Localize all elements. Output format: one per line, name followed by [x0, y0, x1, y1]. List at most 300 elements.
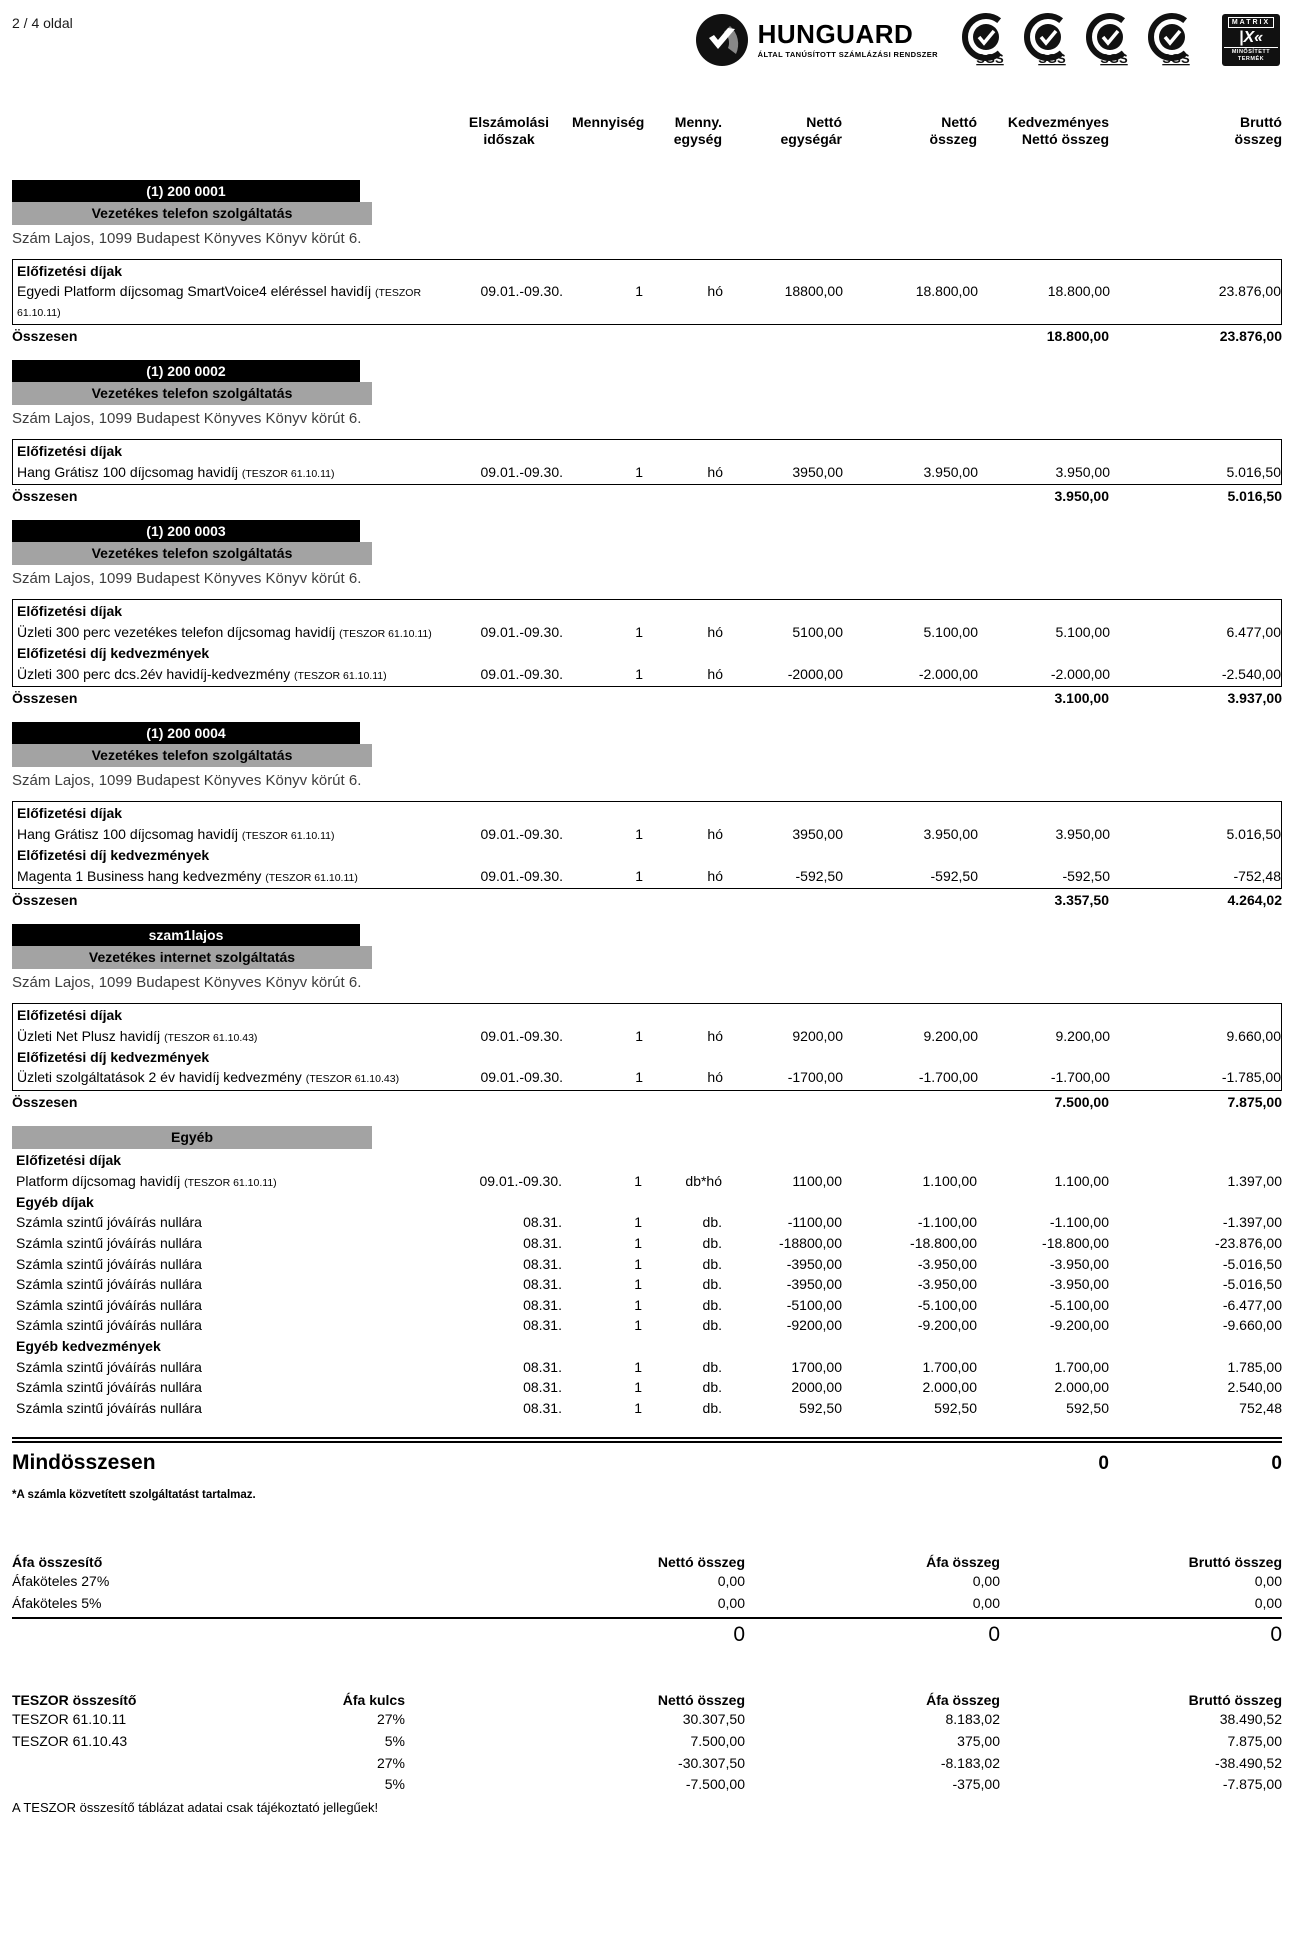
column-quantity: Mennyiség — [572, 114, 645, 130]
item-gross: -5.016,50 — [1222, 1255, 1282, 1272]
item-unit: db. — [702, 1255, 722, 1272]
fee-group-label: Előfizetési díj kedvezmények — [17, 1048, 210, 1065]
section-total-row — [12, 687, 1282, 706]
item-net-amount: 592,50 — [934, 1400, 977, 1417]
vat-row-vat: 0,00 — [972, 1594, 1000, 1611]
teszor-row-label — [12, 1774, 202, 1796]
section-badge: (1) 200 0004 — [12, 722, 360, 744]
item-discounted-net: -9.200,00 — [1049, 1317, 1109, 1334]
item-net-unit-price: -3950,00 — [786, 1255, 842, 1272]
item-description: Számla szintű jóváírás nullára — [16, 1317, 202, 1334]
section-total-discounted-net: 3.357,50 — [1054, 892, 1109, 909]
section-items-box — [12, 1149, 1282, 1421]
item-unit: db. — [702, 1400, 722, 1417]
item-net-unit-price: -9200,00 — [786, 1317, 842, 1334]
item-gross: 5.016,50 — [1226, 463, 1281, 480]
invoice-section — [12, 1126, 1282, 1421]
section-items-box — [12, 439, 1282, 485]
teszor-row-rate: 5% — [384, 1733, 405, 1750]
item-net-amount: -5.100,00 — [917, 1296, 977, 1313]
invoice-section — [12, 360, 1282, 504]
section-customer: Szám Lajos, 1099 Budapest Könyves Könyv körút 6. — [12, 570, 362, 588]
item-discounted-net: -3.950,00 — [1049, 1255, 1109, 1272]
section-items-box — [12, 801, 1282, 889]
vat-header-net: Nettó összeg — [657, 1553, 745, 1570]
teszor-row-net: -30.307,50 — [678, 1754, 745, 1771]
section-badge: (1) 200 0001 — [12, 180, 360, 202]
item-quantity: 1 — [634, 1358, 642, 1375]
item-unit: db. — [702, 1214, 722, 1231]
item-net-amount: -1.100,00 — [917, 1214, 977, 1231]
item-description: Üzleti szolgáltatások 2 év havidíj kedvezmény (TESZOR 61.10.43) — [17, 1069, 400, 1086]
item-unit: hó — [707, 867, 723, 884]
item-net-amount: -9.200,00 — [917, 1317, 977, 1334]
section-total-label: Összesen — [12, 892, 78, 909]
certification-logos — [694, 12, 1282, 68]
item-period: 08.31. — [523, 1358, 562, 1375]
teszor-row-net: 7.500,00 — [690, 1733, 745, 1750]
teszor-note: A TESZOR összesítő táblázat adatai csak tájékoztató jellegűek! — [12, 1800, 379, 1816]
item-discounted-net: 1.700,00 — [1054, 1358, 1109, 1375]
item-period: 09.01.-09.30. — [480, 463, 563, 480]
teszor-row-gross: 38.490,52 — [1219, 1711, 1282, 1728]
section-total-gross: 3.937,00 — [1227, 690, 1282, 707]
section-items-box — [12, 599, 1282, 687]
vat-row — [12, 1571, 1282, 1593]
item-quantity: 1 — [634, 1235, 642, 1252]
item-period: 09.01.-09.30. — [480, 1027, 563, 1044]
section-customer: Szám Lajos, 1099 Budapest Könyves Könyv körút 6. — [12, 772, 362, 790]
column-period: Elszámolási időszak — [468, 114, 550, 147]
teszor-row-vat: -8.183,02 — [940, 1754, 1000, 1771]
vat-row-vat: 0,00 — [972, 1572, 1000, 1589]
vat-row-label: Áfaköteles 27% — [12, 1572, 110, 1589]
item-gross: 9.660,00 — [1226, 1027, 1281, 1044]
item-period: 09.01.-09.30. — [480, 283, 563, 300]
teszor-header-rate: Áfa kulcs — [342, 1692, 405, 1709]
item-discounted-net: 18.800,00 — [1047, 283, 1110, 300]
invoice-line-item — [12, 1233, 1282, 1254]
item-net-unit-price: 2000,00 — [791, 1379, 842, 1396]
item-period: 08.31. — [523, 1400, 562, 1417]
invoice-section — [12, 722, 1282, 908]
item-unit: hó — [707, 283, 723, 300]
invoice-line-item — [13, 1067, 1281, 1088]
teszor-row-net: -7.500,00 — [685, 1776, 745, 1793]
item-gross: -5.016,50 — [1222, 1276, 1282, 1293]
section-service: Vezetékes telefon szolgáltatás — [12, 744, 372, 767]
item-gross: -6.477,00 — [1222, 1296, 1282, 1313]
item-net-amount: 1.700,00 — [922, 1358, 977, 1375]
section-service: Vezetékes telefon szolgáltatás — [12, 202, 372, 225]
item-quantity: 1 — [634, 1400, 642, 1417]
item-unit: db. — [702, 1235, 722, 1252]
item-gross: -2.540,00 — [1221, 665, 1281, 682]
item-net-amount: -18.800,00 — [910, 1235, 977, 1252]
section-total-discounted-net: 7.500,00 — [1054, 1094, 1109, 1111]
vat-row-label: Áfaköteles 5% — [12, 1594, 102, 1611]
vat-row-gross: 0,00 — [1254, 1594, 1282, 1611]
hunguard-checkmark-icon — [694, 12, 750, 68]
grand-total-rule — [12, 1437, 1282, 1443]
vat-row-net: 0,00 — [717, 1572, 745, 1589]
invoice-line-item — [12, 1295, 1282, 1316]
item-quantity: 1 — [634, 1317, 642, 1334]
vat-total-rule — [12, 1617, 1282, 1619]
invoice-line-item — [12, 1254, 1282, 1275]
item-unit: db. — [702, 1296, 722, 1313]
sgs-badge-icon — [960, 13, 1012, 67]
item-description: Üzleti Net Plusz havidíj (TESZOR 61.10.43) — [17, 1027, 258, 1044]
item-quantity: 1 — [635, 665, 643, 682]
column-net-unit-price: Nettó egységár — [780, 114, 842, 147]
section-total-label: Összesen — [12, 1094, 78, 1111]
item-gross: -9.660,00 — [1222, 1317, 1282, 1334]
section-badge: szam1lajos — [12, 924, 360, 946]
invoice-line-item — [13, 622, 1281, 643]
item-net-unit-price: -1100,00 — [787, 1214, 842, 1231]
invoice-line-item — [12, 1171, 1282, 1192]
section-customer: Szám Lajos, 1099 Budapest Könyves Könyv körút 6. — [12, 974, 362, 992]
invoice-line-item — [12, 1274, 1282, 1295]
section-total-row — [12, 889, 1282, 908]
item-quantity: 1 — [634, 1379, 642, 1396]
item-period: 08.31. — [523, 1317, 562, 1334]
item-gross: 2.540,00 — [1227, 1379, 1282, 1396]
teszor-row-vat: -375,00 — [952, 1776, 1000, 1793]
section-customer: Szám Lajos, 1099 Budapest Könyves Könyv körút 6. — [12, 229, 362, 247]
item-net-amount: 1.100,00 — [922, 1172, 977, 1189]
vat-total-vat: 0 — [988, 1623, 1000, 1647]
column-unit: Menny. egység — [673, 114, 722, 147]
invoice-line-item — [12, 1315, 1282, 1336]
svg-text:SGS: SGS — [976, 51, 1004, 66]
item-discounted-net: 1.100,00 — [1054, 1172, 1109, 1189]
teszor-header-vat: Áfa összeg — [926, 1692, 1000, 1709]
vat-row-net: 0,00 — [717, 1594, 745, 1611]
matrix-x-icon: |X« — [1238, 28, 1264, 46]
item-period: 09.01.-09.30. — [480, 826, 563, 843]
svg-text:SGS: SGS — [1100, 51, 1128, 66]
sgs-badge-icon — [1022, 13, 1074, 67]
invoice-line-item — [12, 1398, 1282, 1419]
item-description: Számla szintű jóváírás nullára — [16, 1400, 202, 1417]
item-unit: hó — [707, 1027, 723, 1044]
fee-group-label: Egyéb díjak — [16, 1193, 94, 1210]
item-net-unit-price: 3950,00 — [792, 826, 843, 843]
item-discounted-net: 9.200,00 — [1055, 1027, 1110, 1044]
teszor-row-gross: 7.875,00 — [1227, 1733, 1282, 1750]
item-unit: hó — [707, 463, 723, 480]
section-service: Vezetékes telefon szolgáltatás — [12, 382, 372, 405]
item-quantity: 1 — [635, 624, 643, 641]
item-net-unit-price: -5100,00 — [786, 1296, 842, 1313]
item-net-unit-price: 18800,00 — [784, 283, 843, 300]
vat-header-vat: Áfa összeg — [926, 1553, 1000, 1570]
item-net-amount: -1.700,00 — [918, 1069, 978, 1086]
item-discounted-net: 3.950,00 — [1055, 463, 1110, 480]
matrix-badge-icon — [1222, 14, 1280, 66]
teszor-header-gross: Bruttó összeg — [1188, 1692, 1282, 1709]
sgs-badges — [960, 13, 1198, 67]
item-gross: 6.477,00 — [1226, 624, 1281, 641]
item-discounted-net: 2.000,00 — [1054, 1379, 1109, 1396]
fee-group-label: Előfizetési díjak — [17, 262, 123, 279]
invoice-line-item — [12, 1212, 1282, 1233]
hunguard-logo — [694, 12, 938, 68]
item-unit: db. — [702, 1358, 722, 1375]
item-quantity: 1 — [635, 867, 643, 884]
section-total-discounted-net: 3.100,00 — [1054, 690, 1109, 707]
teszor-row-net: 30.307,50 — [682, 1711, 745, 1728]
column-discounted-net: Kedvezményes Nettó összeg — [1007, 114, 1109, 147]
section-total-row — [12, 1091, 1282, 1110]
item-period: 09.01.-09.30. — [480, 867, 563, 884]
fee-group-label: Előfizetési díjak — [17, 1007, 123, 1024]
item-net-unit-price: -1700,00 — [787, 1069, 843, 1086]
item-period: 08.31. — [523, 1276, 562, 1293]
item-net-amount: 2.000,00 — [922, 1379, 977, 1396]
invoice-sections — [12, 180, 1282, 1421]
section-total-label: Összesen — [12, 327, 78, 344]
svg-text:SGS: SGS — [1038, 51, 1066, 66]
item-net-amount: -2.000,00 — [918, 665, 978, 682]
item-description: Egyedi Platform díjcsomag SmartVoice4 eléréssel havidíj (TESZOR 61.10.11) — [17, 283, 422, 320]
invoice-line-item — [13, 462, 1281, 483]
fee-group-label: Előfizetési díjak — [16, 1152, 122, 1169]
grand-total-label: Mindösszesen — [12, 1450, 156, 1474]
item-net-unit-price: 1700,00 — [791, 1358, 842, 1375]
item-net-amount: 3.950,00 — [923, 463, 978, 480]
invoice-line-item — [12, 1357, 1282, 1378]
teszor-row-gross: -38.490,52 — [1215, 1754, 1282, 1771]
invoice-line-item — [13, 281, 1281, 321]
vat-totals-row — [12, 1623, 1282, 1647]
teszor-row-rate: 27% — [376, 1754, 405, 1771]
teszor-row-vat: 375,00 — [957, 1733, 1000, 1750]
item-quantity: 1 — [635, 1027, 643, 1044]
invoice-section — [12, 180, 1282, 344]
vat-total-net: 0 — [733, 1623, 745, 1647]
teszor-row — [12, 1753, 1282, 1775]
vat-header-gross: Bruttó összeg — [1188, 1553, 1282, 1570]
teszor-row-rate: 5% — [384, 1776, 405, 1793]
section-total-gross: 23.876,00 — [1219, 327, 1282, 344]
teszor-header-net: Nettó összeg — [657, 1692, 745, 1709]
item-description: Hang Grátisz 100 díjcsomag havidíj (TESZOR 61.10.11) — [17, 826, 335, 843]
teszor-row — [12, 1774, 1282, 1796]
vat-row-gross: 0,00 — [1254, 1572, 1282, 1589]
item-discounted-net: -5.100,00 — [1049, 1296, 1109, 1313]
item-unit: hó — [707, 1069, 723, 1086]
mediated-service-footnote: *A számla közvetített szolgáltatást tartalmaz. — [12, 1488, 256, 1501]
item-period: 09.01.-09.30. — [480, 1069, 563, 1086]
item-quantity: 1 — [635, 463, 643, 480]
teszor-row-label: TESZOR 61.10.43 — [12, 1733, 128, 1750]
invoice-section — [12, 520, 1282, 706]
item-discounted-net: 5.100,00 — [1055, 624, 1110, 641]
section-service: Vezetékes internet szolgáltatás — [12, 946, 372, 969]
grand-total-row — [12, 1451, 1282, 1475]
item-unit: hó — [707, 665, 723, 682]
column-desc-spacer — [12, 114, 452, 148]
item-gross: 23.876,00 — [1218, 283, 1281, 300]
item-description: Számla szintű jóváírás nullára — [16, 1214, 202, 1231]
item-unit: db. — [702, 1317, 722, 1334]
fee-group-label: Előfizetési díjak — [17, 442, 123, 459]
item-description: Számla szintű jóváírás nullára — [16, 1235, 202, 1252]
item-period: 09.01.-09.30. — [479, 1172, 562, 1189]
item-discounted-net: 3.950,00 — [1055, 826, 1110, 843]
section-total-label: Összesen — [12, 488, 78, 505]
item-description: Számla szintű jóváírás nullára — [16, 1276, 202, 1293]
item-description: Hang Grátisz 100 díjcsomag havidíj (TESZOR 61.10.11) — [17, 463, 335, 480]
item-discounted-net: 592,50 — [1066, 1400, 1109, 1417]
section-total-discounted-net: 3.950,00 — [1054, 488, 1109, 505]
item-unit: hó — [707, 624, 723, 641]
section-total-row — [12, 485, 1282, 504]
item-gross: -752,48 — [1233, 867, 1281, 884]
section-total-gross: 7.875,00 — [1227, 1094, 1282, 1111]
column-net-amount: Nettó összeg — [929, 114, 977, 147]
item-description: Platform díjcsomag havidíj (TESZOR 61.10.11) — [16, 1172, 277, 1189]
teszor-row — [12, 1731, 1282, 1753]
item-discounted-net: -18.800,00 — [1042, 1235, 1109, 1252]
matrix-caption: MINŐSÍTETT TERMÉK — [1224, 47, 1278, 63]
item-net-unit-price: 592,50 — [799, 1400, 842, 1417]
hunguard-name: HUNGUARD — [757, 19, 914, 49]
item-quantity: 1 — [634, 1276, 642, 1293]
fee-group-label: Előfizetési díj kedvezmények — [17, 644, 210, 661]
invoice-section — [12, 924, 1282, 1110]
item-period: 08.31. — [523, 1379, 562, 1396]
item-period: 09.01.-09.30. — [480, 665, 563, 682]
item-net-amount: 5.100,00 — [923, 624, 978, 641]
item-net-unit-price: -18800,00 — [778, 1235, 842, 1252]
section-total-label: Összesen — [12, 690, 78, 707]
item-discounted-net: -1.700,00 — [1050, 1069, 1110, 1086]
section-customer: Szám Lajos, 1099 Budapest Könyves Könyv körút 6. — [12, 409, 362, 427]
item-net-unit-price: -2000,00 — [787, 665, 843, 682]
teszor-row-label — [12, 1753, 202, 1775]
item-description: Számla szintű jóváírás nullára — [16, 1379, 202, 1396]
item-net-unit-price: 5100,00 — [792, 624, 843, 641]
teszor-summary — [12, 1691, 1282, 1815]
table-column-headers — [12, 114, 1282, 148]
teszor-row-vat: 8.183,02 — [945, 1711, 1000, 1728]
section-total-row — [12, 325, 1282, 344]
item-net-amount: -3.950,00 — [917, 1255, 977, 1272]
vat-summary — [12, 1553, 1282, 1648]
item-unit: db*hó — [685, 1172, 722, 1189]
teszor-row-label: TESZOR 61.10.11 — [12, 1711, 127, 1728]
item-quantity: 1 — [634, 1172, 642, 1189]
item-discounted-net: -3.950,00 — [1049, 1276, 1109, 1293]
item-period: 09.01.-09.30. — [480, 624, 563, 641]
vat-total-gross: 0 — [1270, 1623, 1282, 1647]
page-header — [12, 0, 1282, 68]
item-description: Üzleti 300 perc dcs.2év havidíj-kedvezmény (TESZOR 61.10.11) — [17, 665, 387, 682]
item-net-amount: 3.950,00 — [923, 826, 978, 843]
grand-total-gross: 0 — [1271, 1452, 1282, 1474]
fee-group-label: Előfizetési díjak — [17, 603, 123, 620]
item-quantity: 1 — [634, 1255, 642, 1272]
item-net-unit-price: -3950,00 — [786, 1276, 842, 1293]
section-service: Egyéb — [12, 1126, 372, 1149]
section-badge: (1) 200 0002 — [12, 360, 360, 382]
teszor-summary-title: TESZOR összesítő — [12, 1692, 137, 1709]
grand-total-discounted-net: 0 — [1098, 1452, 1109, 1474]
item-description: Számla szintű jóváírás nullára — [16, 1296, 202, 1313]
section-items-box — [12, 1003, 1282, 1091]
item-gross: 752,48 — [1239, 1400, 1282, 1417]
section-total-discounted-net: 18.800,00 — [1046, 327, 1109, 344]
item-discounted-net: -2.000,00 — [1050, 665, 1110, 682]
vat-row — [12, 1593, 1282, 1615]
item-net-unit-price: 1100,00 — [792, 1172, 842, 1189]
item-quantity: 1 — [635, 826, 643, 843]
item-gross: 1.397,00 — [1227, 1172, 1282, 1189]
item-net-unit-price: 3950,00 — [792, 463, 843, 480]
sgs-badge-icon — [1146, 13, 1198, 67]
fee-group-label: Egyéb kedvezmények — [16, 1338, 161, 1354]
item-net-unit-price: 9200,00 — [792, 1027, 843, 1044]
fee-group-label: Előfizetési díj kedvezmények — [17, 846, 210, 863]
item-net-unit-price: -592,50 — [795, 867, 843, 884]
item-net-amount: 18.800,00 — [915, 283, 978, 300]
section-items-box — [12, 259, 1282, 325]
item-discounted-net: -1.100,00 — [1049, 1214, 1109, 1231]
item-gross: 1.785,00 — [1227, 1358, 1282, 1375]
item-quantity: 1 — [634, 1296, 642, 1313]
item-description: Számla szintű jóváírás nullára — [16, 1358, 202, 1375]
item-description: Üzleti 300 perc vezetékes telefon díjcsomag havidíj (TESZOR 61.10.11) — [17, 624, 432, 641]
item-period: 08.31. — [523, 1296, 562, 1313]
item-description: Számla szintű jóváírás nullára — [16, 1255, 202, 1272]
hunguard-subtitle: ÁLTAL TANÚSÍTOTT SZÁMLÁZÁSI RENDSZER — [757, 50, 938, 59]
item-net-amount: -592,50 — [930, 867, 978, 884]
column-gross: Bruttó összeg — [1234, 114, 1282, 147]
item-period: 08.31. — [523, 1214, 562, 1231]
section-service: Vezetékes telefon szolgáltatás — [12, 542, 372, 565]
section-total-gross: 5.016,50 — [1227, 488, 1282, 505]
svg-text:SGS: SGS — [1162, 51, 1190, 66]
item-net-amount: 9.200,00 — [923, 1027, 978, 1044]
item-unit: db. — [702, 1379, 722, 1396]
item-quantity: 1 — [635, 283, 643, 300]
item-period: 08.31. — [523, 1235, 562, 1252]
sgs-badge-icon — [1084, 13, 1136, 67]
teszor-row — [12, 1709, 1282, 1731]
fee-group-label: Előfizetési díjak — [17, 805, 123, 822]
item-gross: -1.397,00 — [1222, 1214, 1282, 1231]
item-gross: -1.785,00 — [1221, 1069, 1281, 1086]
invoice-line-item — [13, 866, 1281, 887]
item-net-amount: -3.950,00 — [917, 1276, 977, 1293]
item-period: 08.31. — [523, 1255, 562, 1272]
item-quantity: 1 — [635, 1069, 643, 1086]
item-gross: 5.016,50 — [1226, 826, 1281, 843]
vat-summary-title: Áfa összesítő — [12, 1553, 103, 1570]
page-number: 2 / 4 oldal — [12, 15, 73, 31]
section-badge: (1) 200 0003 — [12, 520, 360, 542]
item-quantity: 1 — [634, 1214, 642, 1231]
item-unit: db. — [702, 1276, 722, 1293]
item-description: Magenta 1 Business hang kedvezmény (TESZOR 61.10.11) — [17, 867, 358, 884]
invoice-line-item — [13, 824, 1281, 845]
item-gross: -23.876,00 — [1215, 1235, 1282, 1252]
invoice-line-item — [12, 1377, 1282, 1398]
